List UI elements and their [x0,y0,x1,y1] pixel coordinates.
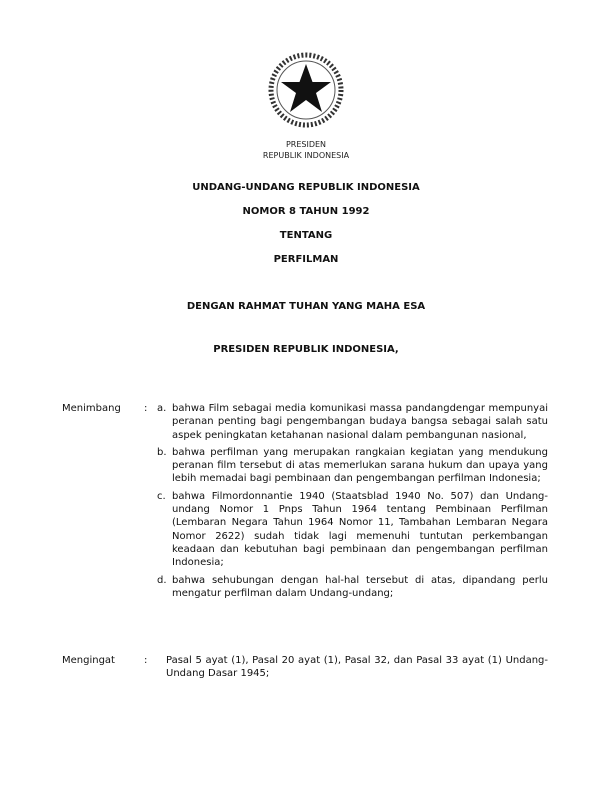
item-text: bahwa Filmordonnantie 1940 (Staatsblad 1940 No. 507) dan Undang-undang Nomor 1 Pnps Tahun 1964 tentang Pembinaan Perfilman (Lembaran Negara Tahun 1964 Nomor 11, Tambahan Lembaran Negara Nomor 2622) sudah tidak lagi memenuhi tuntutan perkembangan keadaan dan kebutuhan bagi pembinaan dan pengembangan perfilman Indonesia; [172,490,548,569]
menimbang-item-d [157,574,548,601]
item-text: bahwa Film sebagai media komunikasi massa pandangdengar mempunyai peranan penting bagi pengembangan budaya bangsa sebagai salah satu aspek peningkatan ketahanan nasional dalam pembangunan nasional, [172,403,548,441]
title-line3: TENTANG [279,230,333,241]
item-text: bahwa perfilman yang merupakan rangkaian kegiatan yang mendukung peranan film tersebut di atas memerlukan sarana hukum dan upaya yang lebih memadai bagi pembinaan dan pengembangan perfilman Indonesia; [172,446,548,485]
president-heading: PRESIDEN REPUBLIK INDONESIA, [213,344,399,355]
menimbang-label: Menimbang [62,403,121,414]
title-line1: UNDANG-UNDANG REPUBLIK INDONESIA [192,182,420,193]
item-text: bahwa sehubungan dengan hal-hal tersebut di atas, dipandang perlu mengatur perfilman dalam Undang-undang; [172,574,548,599]
invocation: DENGAN RAHMAT TUHAN YANG MAHA ESA [186,301,426,312]
mengingat-text: Pasal 5 ayat (1), Pasal 20 ayat (1), Pasal 32, dan Pasal 33 ayat (1) Undang-Undang Dasar 1945; [166,655,548,680]
menimbang-item-c [157,490,548,570]
presidential-seal-icon [266,50,346,130]
item-letter: b. [157,446,167,458]
letterhead [0,139,612,161]
letterhead-line1: PRESIDEN [285,140,327,149]
menimbang-item-a [157,402,548,442]
mengingat-label: Mengingat [62,655,115,666]
menimbang-item-b [157,446,548,486]
item-letter: d. [157,574,167,586]
item-letter: a. [157,403,167,414]
mengingat-colon: : [144,655,148,666]
letterhead-line2: REPUBLIK INDONESIA [262,151,350,160]
mengingat-section [62,654,548,681]
menimbang-colon: : [144,403,148,414]
item-letter: c. [157,490,166,502]
title-line2: NOMOR 8 TAHUN 1992 [242,206,370,217]
title-line4: PERFILMAN [273,254,339,265]
menimbang-section [62,402,548,604]
